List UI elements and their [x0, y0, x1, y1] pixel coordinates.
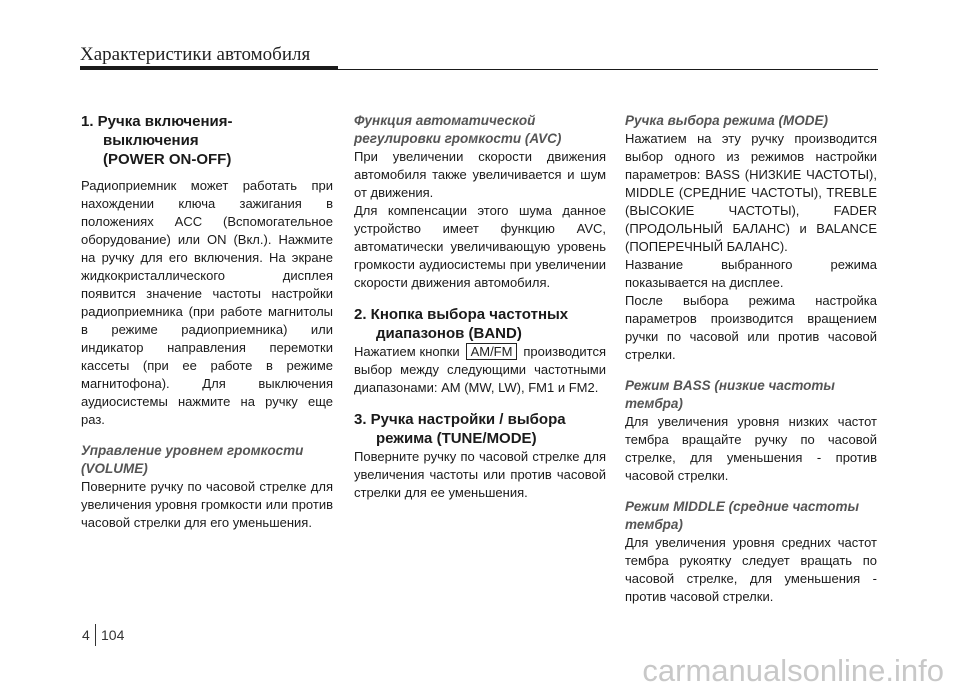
heading-line: 2. Кнопка выбора частотных [354, 306, 569, 323]
paragraph-power: Радиоприемник может работать при нахождении ключа зажигания в положениях ACC (Вспомогательное оборудование) или ON (Вкл.). Нажмите на ручку для его включения. На экране жидкокристаллического дисплея появится значение частоты настройки радиоприемника (при работе магнитолы в режиме радиоприемника) или индикатор направления перемотки кассеты (при ее работе в режиме магнитофона). Для выключения аудиосистемы нажмите на ручку еще раз. [81, 178, 333, 427]
subheading-line: Режим BASS (низкие частоты [625, 378, 835, 393]
subheading-middle [625, 498, 877, 534]
heading-power-knob [81, 112, 333, 169]
subheading-bass [625, 377, 877, 413]
right-column [625, 112, 877, 606]
paragraph-volume: Поверните ручку по часовой стрелке для увеличения уровня громкости или против часовой стрелки для его уменьшения. [81, 479, 333, 530]
heading-line: 1. Ручка включения- [81, 113, 233, 130]
subheading-volume [81, 442, 333, 478]
section-title: Характеристики автомобиля [80, 44, 311, 65]
subheading-line: регулировки громкости (AVC) [354, 131, 562, 146]
paragraph-band [354, 343, 606, 397]
subheading-line: Ручка выбора режима (MODE) [625, 113, 828, 128]
paragraph-mode-2: Название выбранного режима показывается на дисплее. [625, 257, 877, 290]
band-text-after: производится выбор между следующими частотными диапазонами: AM (MW, LW), FM1 и FM2. [354, 344, 606, 395]
subheading-line: Управление уровнем громкости [81, 443, 304, 458]
paragraph-avc-1: При увеличении скорости движения автомобиля также увеличивается и шум от движения. [354, 149, 606, 200]
chapter-number: 4 [82, 627, 90, 643]
middle-column [354, 112, 606, 502]
paragraph-mode-1: Нажатием на эту ручку производится выбор одного из режимов настройки параметров: BASS (НИЗКИЕ ЧАСТОТЫ), MIDDLE (СРЕДНИЕ ЧАСТОТЫ), TREBLE (ВЫСОКИЕ ЧАСТОТЫ), FADER (ПРОДОЛЬНЫЙ БАЛАНС) и BALANCE (ПОПЕРЕЧНЫЙ БАЛАНС). [625, 131, 877, 254]
paragraph-tune: Поверните ручку по часовой стрелке для увеличения частоты или против часовой стрелки для ее уменьшения. [354, 449, 606, 500]
paragraph-mode-3: После выбора режима настройка параметров производится вращением ручки по часовой или против часовой стрелки. [625, 293, 877, 362]
header-thin-rule [338, 69, 878, 70]
footer-separator [95, 624, 96, 646]
subheading-avc [354, 112, 606, 148]
paragraph-avc-2: Для компенсации этого шума данное устройство имеет функцию AVC, автоматически увеличивающую уровень громкости аудиосистемы при увеличении скорости движения автомобиля. [354, 203, 606, 290]
heading-line: (POWER ON-OFF) [103, 151, 232, 168]
band-text-before: Нажатием кнопки [354, 344, 460, 359]
heading-line: режима (TUNE/MODE) [376, 430, 537, 447]
subheading-line: тембра) [625, 517, 683, 532]
page-number: 104 [101, 627, 125, 643]
am-fm-button-label: AM/FM [466, 343, 518, 360]
header-thick-rule [80, 66, 338, 70]
heading-line: 3. Ручка настройки / выбора [354, 411, 566, 428]
paragraph-middle: Для увеличения уровня средних частот тембра рукоятку следует вращать по часовой стрелке, для уменьшения - против часовой стрелки. [625, 535, 877, 604]
subheading-line: Функция автоматической [354, 113, 536, 128]
paragraph-bass: Для увеличения уровня низких частот тембра вращайте ручку по часовой стрелке, для уменьшения - против часовой стрелки. [625, 414, 877, 483]
left-column [81, 112, 333, 532]
subheading-line: Режим MIDDLE (средние частоты [625, 499, 859, 514]
subheading-line: тембра) [625, 396, 683, 411]
subheading-mode [625, 112, 877, 130]
heading-band-button [354, 305, 606, 343]
subheading-line: (VOLUME) [81, 461, 148, 476]
heading-tune-mode [354, 410, 606, 448]
watermark-text: carmanualsonline.info [642, 653, 944, 688]
heading-line: диапазонов (BAND) [376, 325, 522, 342]
heading-line: выключения [103, 132, 199, 149]
